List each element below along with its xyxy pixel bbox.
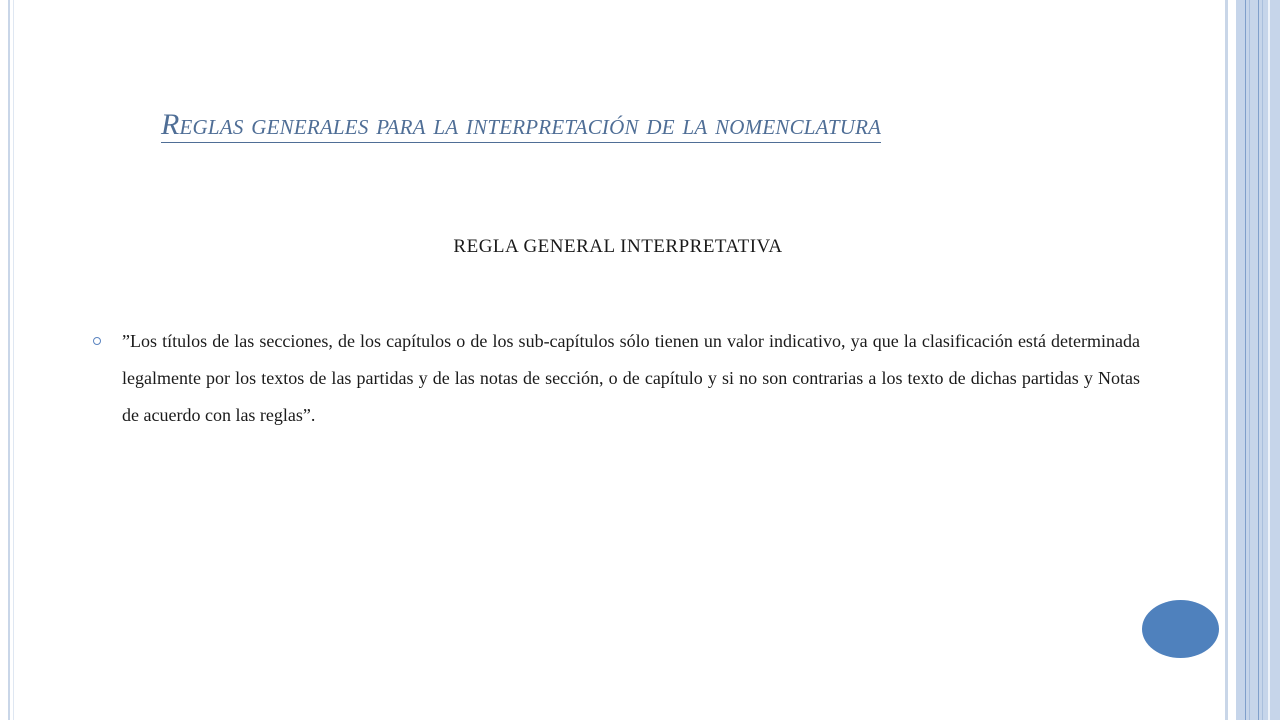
left-decorative-line	[8, 0, 10, 720]
bullet-text: ”Los títulos de las secciones, de los capítulos o de los sub-capítulos sólo tienen un valor indicativo, ya que la clasificación está determinada legalmente por los textos de las partidas y de las notas de sección, o de capítulo y si no son contrarias a los texto de dichas partidas y Notas de acuerdo con las reglas”.	[122, 331, 1140, 425]
circle-bullet-icon	[93, 337, 101, 345]
right-panel-stripe	[1258, 0, 1259, 720]
blue-circle-decoration	[1142, 600, 1219, 658]
right-decorative-line	[1225, 0, 1228, 720]
right-panel-stripe	[1245, 0, 1246, 720]
right-panel-stripe	[1262, 0, 1263, 720]
right-panel-stripe	[1249, 0, 1250, 720]
right-panel-stripe	[1268, 0, 1270, 720]
slide-title: Reglas generales para la interpretación de la nomenclatura	[161, 108, 882, 141]
slide-subtitle: REGLA GENERAL INTERPRETATIVA	[453, 236, 783, 257]
left-decorative-line-thin	[13, 0, 14, 720]
